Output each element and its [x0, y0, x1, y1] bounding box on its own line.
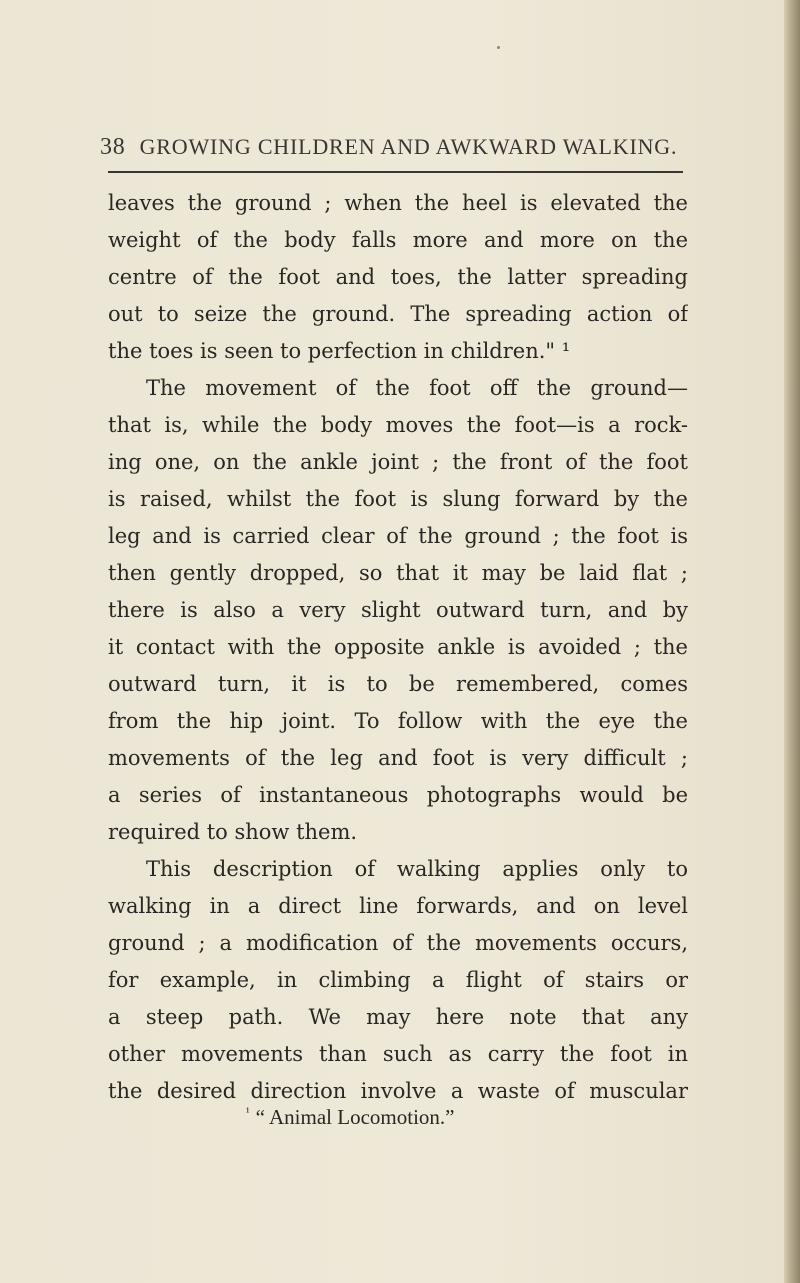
- text-line: that is, while the body moves the foot—is a rock-: [108, 413, 688, 437]
- header-rule: [108, 171, 683, 173]
- text-line: from the hip joint. To follow with the eye the: [108, 709, 688, 733]
- text-line: a steep path. We may here note that any: [108, 1005, 688, 1029]
- page-speck: [497, 46, 500, 49]
- text-line: required to show them.: [108, 820, 358, 844]
- text-line: the desired direction involve a waste of muscular: [108, 1079, 688, 1103]
- text-line: then gently dropped, so that it may be laid flat ;: [108, 561, 688, 585]
- text-line: walking in a direct line forwards, and on level: [108, 894, 688, 918]
- text-line: This description of walking applies only to: [146, 857, 688, 881]
- text-line: ing one, on the ankle joint ; the front of the foot: [108, 450, 688, 474]
- running-header: [100, 134, 677, 161]
- text-line: leg and is carried clear of the ground ; the foot is: [108, 524, 688, 548]
- text-line: leaves the ground ; when the heel is elevated the: [108, 191, 688, 215]
- body-text: [108, 185, 688, 1110]
- text-line: there is also a very slight outward turn, and by: [108, 598, 688, 622]
- text-line: outward turn, it is to be remembered, comes: [108, 672, 688, 696]
- text-line: a series of instantaneous photographs would be: [108, 783, 688, 807]
- text-line: centre of the foot and toes, the latter spreading: [108, 265, 688, 289]
- footnote-marker: ¹: [246, 1105, 250, 1119]
- page-edge: [784, 0, 800, 1283]
- running-title: GROWING CHILDREN AND AWKWARD WALKING.: [139, 134, 678, 159]
- text-line: weight of the body falls more and more on the: [108, 228, 688, 252]
- text-line: other movements than such as carry the foot in: [108, 1042, 688, 1066]
- text-line: ground ; a modification of the movements occurs,: [108, 931, 688, 955]
- text-line: the toes is seen to perfection in children." ¹: [108, 339, 571, 363]
- text-line: is raised, whilst the foot is slung forward by the: [108, 487, 688, 511]
- text-line: out to seize the ground. The spreading action of: [108, 302, 688, 326]
- text-line: The movement of the foot off the ground—: [146, 376, 688, 400]
- text-line: movements of the leg and foot is very difficult ;: [108, 746, 688, 770]
- footnote: [246, 1105, 454, 1130]
- text-line: it contact with the opposite ankle is avoided ; the: [108, 635, 688, 659]
- footnote-text: “ Animal Locomotion.”: [255, 1105, 455, 1129]
- page-number: 38: [100, 134, 126, 160]
- text-line: for example, in climbing a flight of stairs or: [108, 968, 688, 992]
